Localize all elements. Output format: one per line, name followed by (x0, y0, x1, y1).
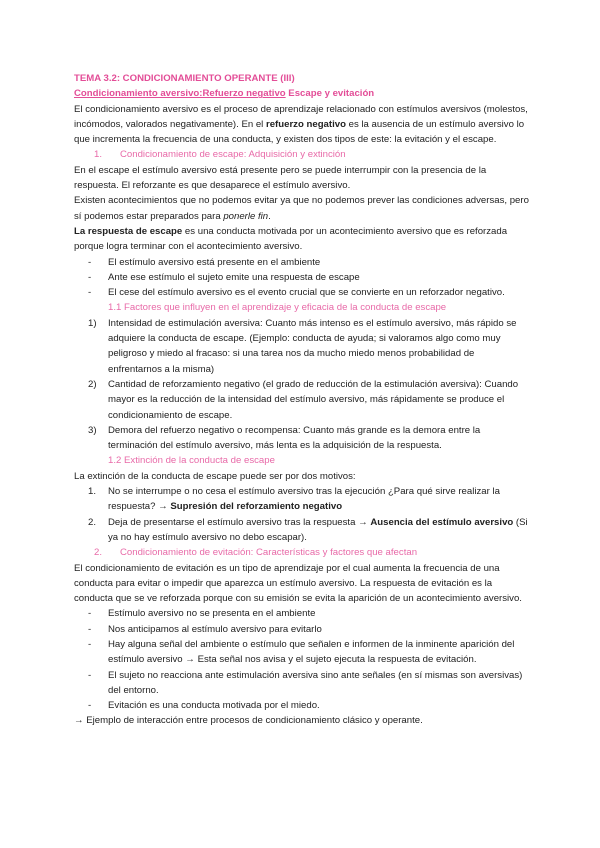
section-1-heading-text: Condicionamiento de escape: Adquisición y extinción (120, 149, 346, 161)
avoidance-paragraph: El condicionamiento de evitación es un tipo de aprendizaje por el cual aumenta la frecuencia de una conducta para evitar o impedir que aparezca un estímulo aversivo. La respuesta de evitación es la conducta que se ve reforzada porque con su emisión se evita la aparición de un acontecimiento aversivo. (74, 562, 522, 605)
list-item-text: Hay alguna señal del ambiente o estímulo que señalen e informen de la inminente aparición del estímulo aversivo → Esta señal nos avisa y el sujeto ejecuta la respuesta de evitación. (108, 638, 515, 666)
bullet-dash: - (88, 256, 92, 268)
bullet-dash: - (88, 638, 92, 650)
list-item-text: Ante ese estímulo el sujeto emite una respuesta de escape (108, 271, 360, 283)
intro-text-2: es la ausencia de un estímulo aversivo lo que incrementa la frecuencia de una conducta, y existen dos tipos de este: la evitación y el escape. (74, 118, 525, 146)
list-item-bold: Ausencia del estímulo aversivo (370, 516, 514, 528)
list-item-text: El estímulo aversivo está presente en el ambiente (108, 256, 321, 268)
list-item (74, 606, 530, 621)
escape-paragraph-2 (74, 193, 530, 224)
escape-response-paragraph (74, 224, 530, 255)
list-item (74, 316, 530, 377)
list-item (74, 484, 530, 515)
escape-bullet-list (74, 255, 530, 301)
extinction-intro: La extinción de la conducta de escape puede ser por dos motivos: (74, 470, 356, 482)
subsection-1-2-heading: 1.2 Extinción de la conducta de escape (108, 455, 275, 467)
factors-list (74, 316, 530, 454)
list-item (74, 285, 530, 300)
list-marker: 2. (88, 516, 97, 528)
list-item-text: Nos anticipamos al estímulo aversivo para evitarlo (108, 623, 322, 635)
escape-response-text: es una conducta motivada por un acontecimiento aversivo que es reforzada porque logra terminar con el acontecimiento aversivo. (74, 225, 508, 253)
list-item-after: (Si ya no hay estímulo aversivo no debo escapar). (108, 516, 528, 543)
list-item (74, 255, 530, 270)
subtitle (74, 86, 530, 101)
list-item-text: Deja de presentarse el estímulo aversivo tras la respuesta → (108, 516, 371, 528)
list-item-text: Estímulo aversivo no se presenta en el ambiente (108, 608, 316, 620)
list-item (74, 423, 530, 454)
list-item-text: Demora del refuerzo negativo o recompensa: Cuanto más grande es la demora entre la terminación del estímulo aversivo, más lenta es la adquisición de la respuesta. (108, 424, 481, 452)
list-item-text: El sujeto no reacciona ante estimulación aversiva sino ante señales (en sí mismas son aversivas) del entorno. (108, 669, 523, 696)
list-item-text: Evitación es una conducta motivada por el miedo. (108, 700, 320, 712)
list-marker: 2) (88, 378, 97, 390)
section-1-heading (94, 147, 530, 162)
bullet-dash: - (88, 700, 92, 712)
section-2-number: 2. (94, 547, 103, 559)
intro-text-1: El condicionamiento aversivo es el proceso de aprendizaje relacionado con estímulos aversivos (molestos, incómodos, valorados negativamente). En el (74, 103, 528, 130)
intro-bold: refuerzo negativo (265, 118, 346, 130)
escape-p2-end: . (268, 210, 271, 222)
escape-p2-italic: ponerle fin (223, 210, 269, 222)
bullet-dash: - (88, 287, 92, 299)
bullet-dash: - (88, 623, 92, 635)
list-item-text: Cantidad de reforzamiento negativo (el grado de reducción de la estimulación aversiva): Cuando mayor es la reducción de la intensidad del estímulo aversivo, más rápidamente se produce el condicionamiento de escape. (108, 378, 519, 421)
section-2-heading (94, 545, 530, 560)
final-note: → Ejemplo de interacción entre procesos de condicionamiento clásico y operante. (74, 715, 423, 727)
list-item-text: Intensidad de estimulación aversiva: Cuanto más intenso es el estímulo aversivo, más rápido se adquiere la conducta de escape. (Ejemplo: conducta de ayuda; si valoramos algo como muy peligroso y miedo al fracaso: si una tarea nos da mucho miedo menos probabilidad de enfrentarnos a la misma) (108, 317, 517, 375)
section-2-heading-text: Condicionamiento de evitación: Características y factores que afectan (120, 547, 418, 559)
list-item-text: El cese del estímulo aversivo es el evento crucial que se convierte en un reforzador negativo. (108, 287, 505, 299)
escape-response-term: La respuesta de escape (74, 225, 183, 237)
bullet-dash: - (88, 608, 92, 620)
list-item (74, 270, 530, 285)
list-item (74, 698, 530, 713)
intro-paragraph (74, 102, 530, 148)
list-item (74, 668, 530, 699)
subtitle-rest: Escape y evitación (285, 88, 375, 100)
list-item (74, 515, 530, 546)
list-marker: 1. (88, 486, 97, 498)
bullet-dash: - (88, 271, 92, 283)
subtitle-underlined: Condicionamiento aversivo:Refuerzo negativo (74, 88, 286, 100)
list-item (74, 377, 530, 423)
subsection-1-1-heading: 1.1 Factores que influyen en el aprendizaje y eficacia de la conducta de escape (108, 302, 447, 314)
list-marker: 1) (88, 317, 97, 329)
list-item (74, 637, 530, 668)
escape-p2-text: Existen acontecimientos que no podemos evitar ya que no podemos prever las condiciones adversas, pero sí podemos estar preparados para (74, 195, 529, 222)
document-body (74, 71, 530, 729)
list-item-text: No se interrumpe o no cesa el estímulo aversivo tras la ejecución ¿Para qué sirve realizar la respuesta? → (108, 486, 500, 513)
list-item-bold: Supresión del reforzamiento negativo (170, 501, 343, 513)
escape-paragraph-1: En el escape el estímulo aversivo está presente pero se puede interrumpir con la presencia de la respuesta. El reforzante es que desaparece el estímulo aversivo. (74, 164, 487, 192)
list-item (74, 622, 530, 637)
page-title: TEMA 3.2: CONDICIONAMIENTO OPERANTE (III) (74, 73, 295, 84)
list-marker: 3) (88, 424, 97, 436)
avoidance-bullet-list (74, 606, 530, 713)
section-1-number: 1. (94, 149, 103, 161)
bullet-dash: - (88, 669, 92, 681)
extinction-motives-list (74, 484, 530, 545)
